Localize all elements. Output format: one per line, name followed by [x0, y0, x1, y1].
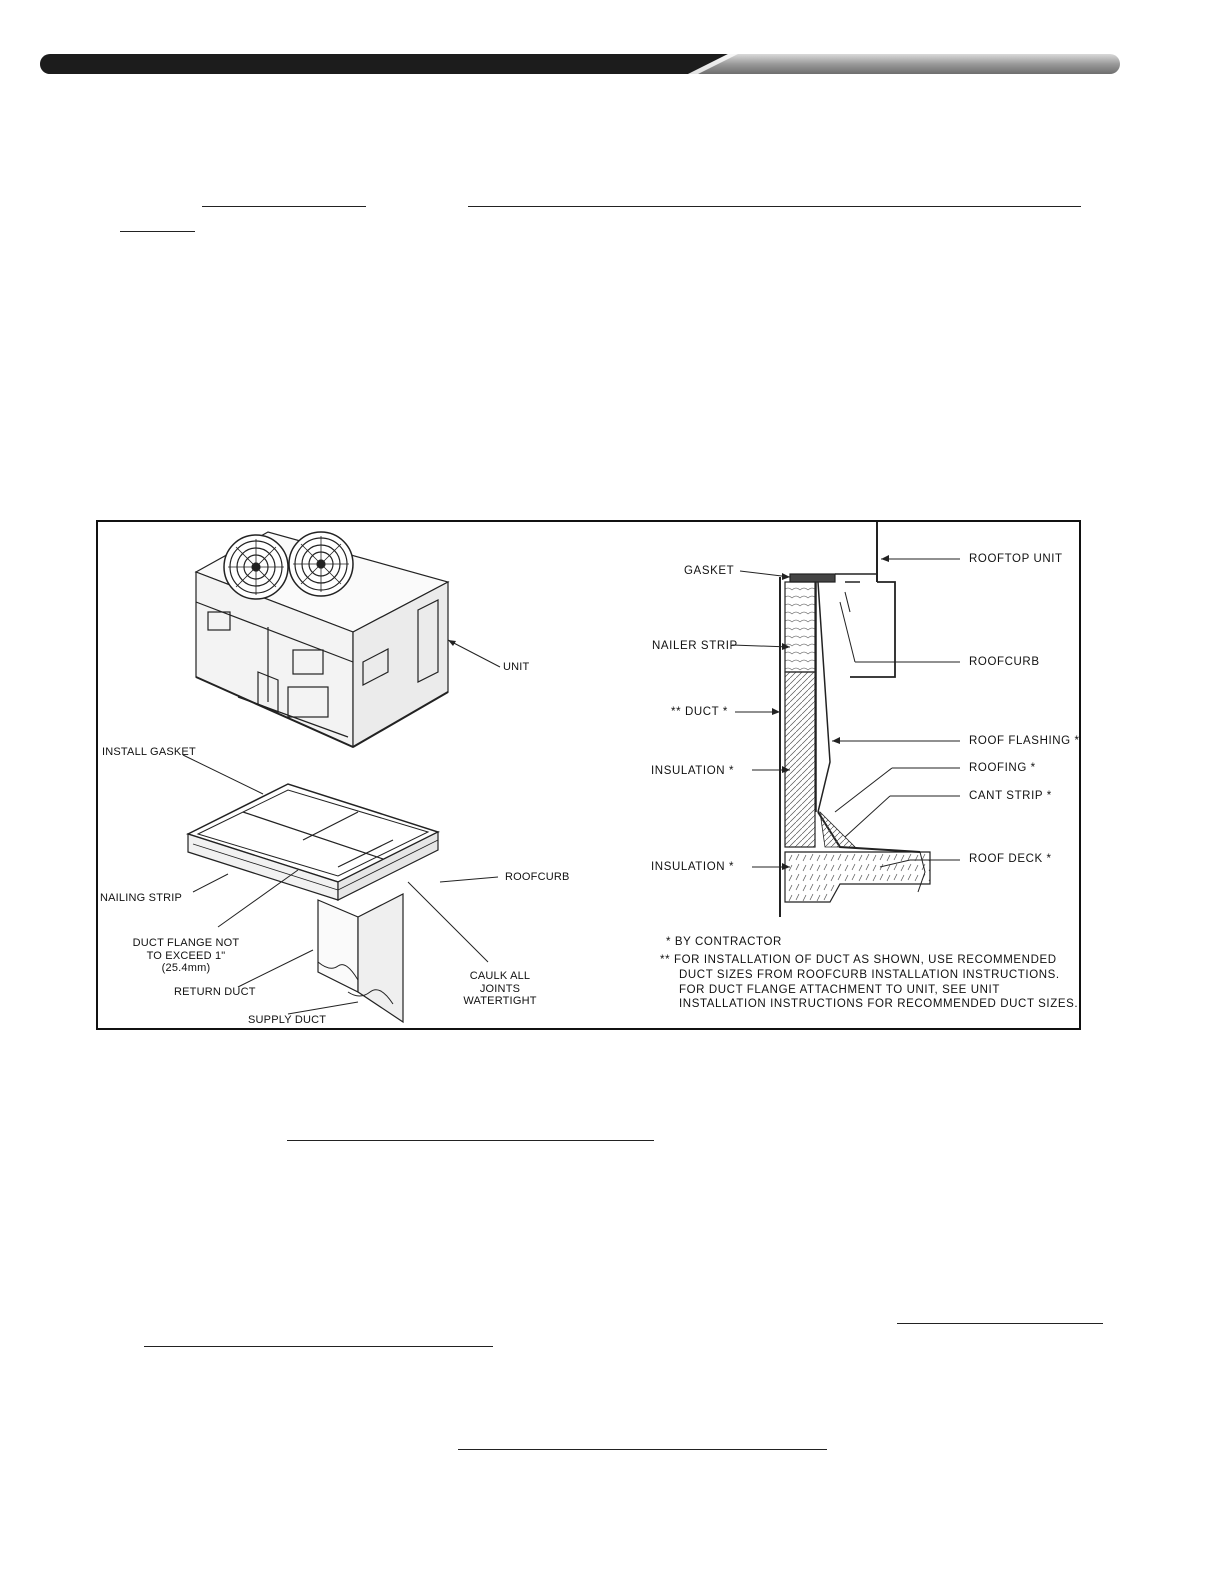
note-line2: DUCT SIZES FROM ROOFCURB INSTALLATION INSTRUCTIONS.: [679, 969, 1060, 981]
callout-rooftop-unit: ROOFTOP UNIT: [969, 553, 1063, 565]
duct-flange-line1: DUCT FLANGE NOT: [132, 937, 240, 949]
caulk-line1: CAULK ALL: [469, 970, 531, 982]
underline-rule: [144, 1346, 493, 1347]
callout-duct-flange: [126, 937, 246, 975]
callout-nailing-strip: NAILING STRIP: [100, 892, 183, 904]
rooftop-unit-drawing: [196, 532, 448, 747]
underline-rule: [202, 206, 366, 207]
caulk-line2: JOINTS: [479, 982, 521, 995]
callout-roofcurb-left: ROOFCURB: [505, 871, 570, 883]
callout-insulation-lower: INSULATION *: [651, 861, 735, 873]
note-line3: FOR DUCT FLANGE ATTACHMENT TO UNIT, SEE UNIT: [679, 984, 1000, 996]
curb-cross-section-diagram: [640, 522, 1078, 942]
duct-flange-line2: TO EXCEED 1": [146, 949, 226, 962]
callout-roof-flashing: ROOF FLASHING *: [969, 735, 1080, 747]
underline-rule: [458, 1449, 827, 1450]
callout-supply-duct: SUPPLY DUCT: [248, 1014, 327, 1026]
note-line4: INSTALLATION INSTRUCTIONS FOR RECOMMENDED DUCT SIZES.: [679, 998, 1079, 1010]
callout-nailer-strip: NAILER STRIP: [652, 640, 738, 652]
callout-return-duct: RETURN DUCT: [174, 986, 256, 998]
callout-caulk-joints: [460, 970, 540, 1008]
underline-rule: [287, 1140, 654, 1141]
caulk-line3: WATERTIGHT: [463, 995, 537, 1008]
callout-roofcurb-right: ROOFCURB: [969, 656, 1040, 668]
callout-roof-deck: ROOF DECK *: [969, 853, 1052, 865]
underline-rule: [468, 206, 1081, 207]
callout-unit: UNIT: [503, 661, 530, 673]
callout-cant-strip: CANT STRIP *: [969, 790, 1052, 802]
callout-install-gasket: INSTALL GASKET: [102, 746, 196, 758]
note-by-contractor: * BY CONTRACTOR: [666, 936, 782, 948]
header-banner: [0, 0, 1225, 90]
note-line1: ** FOR INSTALLATION OF DUCT AS SHOWN, USE RECOMMENDED: [660, 954, 1057, 966]
callout-insulation-upper: INSULATION *: [651, 765, 735, 777]
underline-rule: [120, 231, 195, 232]
callout-roofing: ROOFING *: [969, 762, 1036, 774]
underline-rule: [897, 1323, 1103, 1324]
callout-duct: ** DUCT *: [671, 706, 728, 718]
callout-gasket: GASKET: [684, 565, 735, 577]
duct-flange-line3: (25.4mm): [161, 962, 211, 975]
